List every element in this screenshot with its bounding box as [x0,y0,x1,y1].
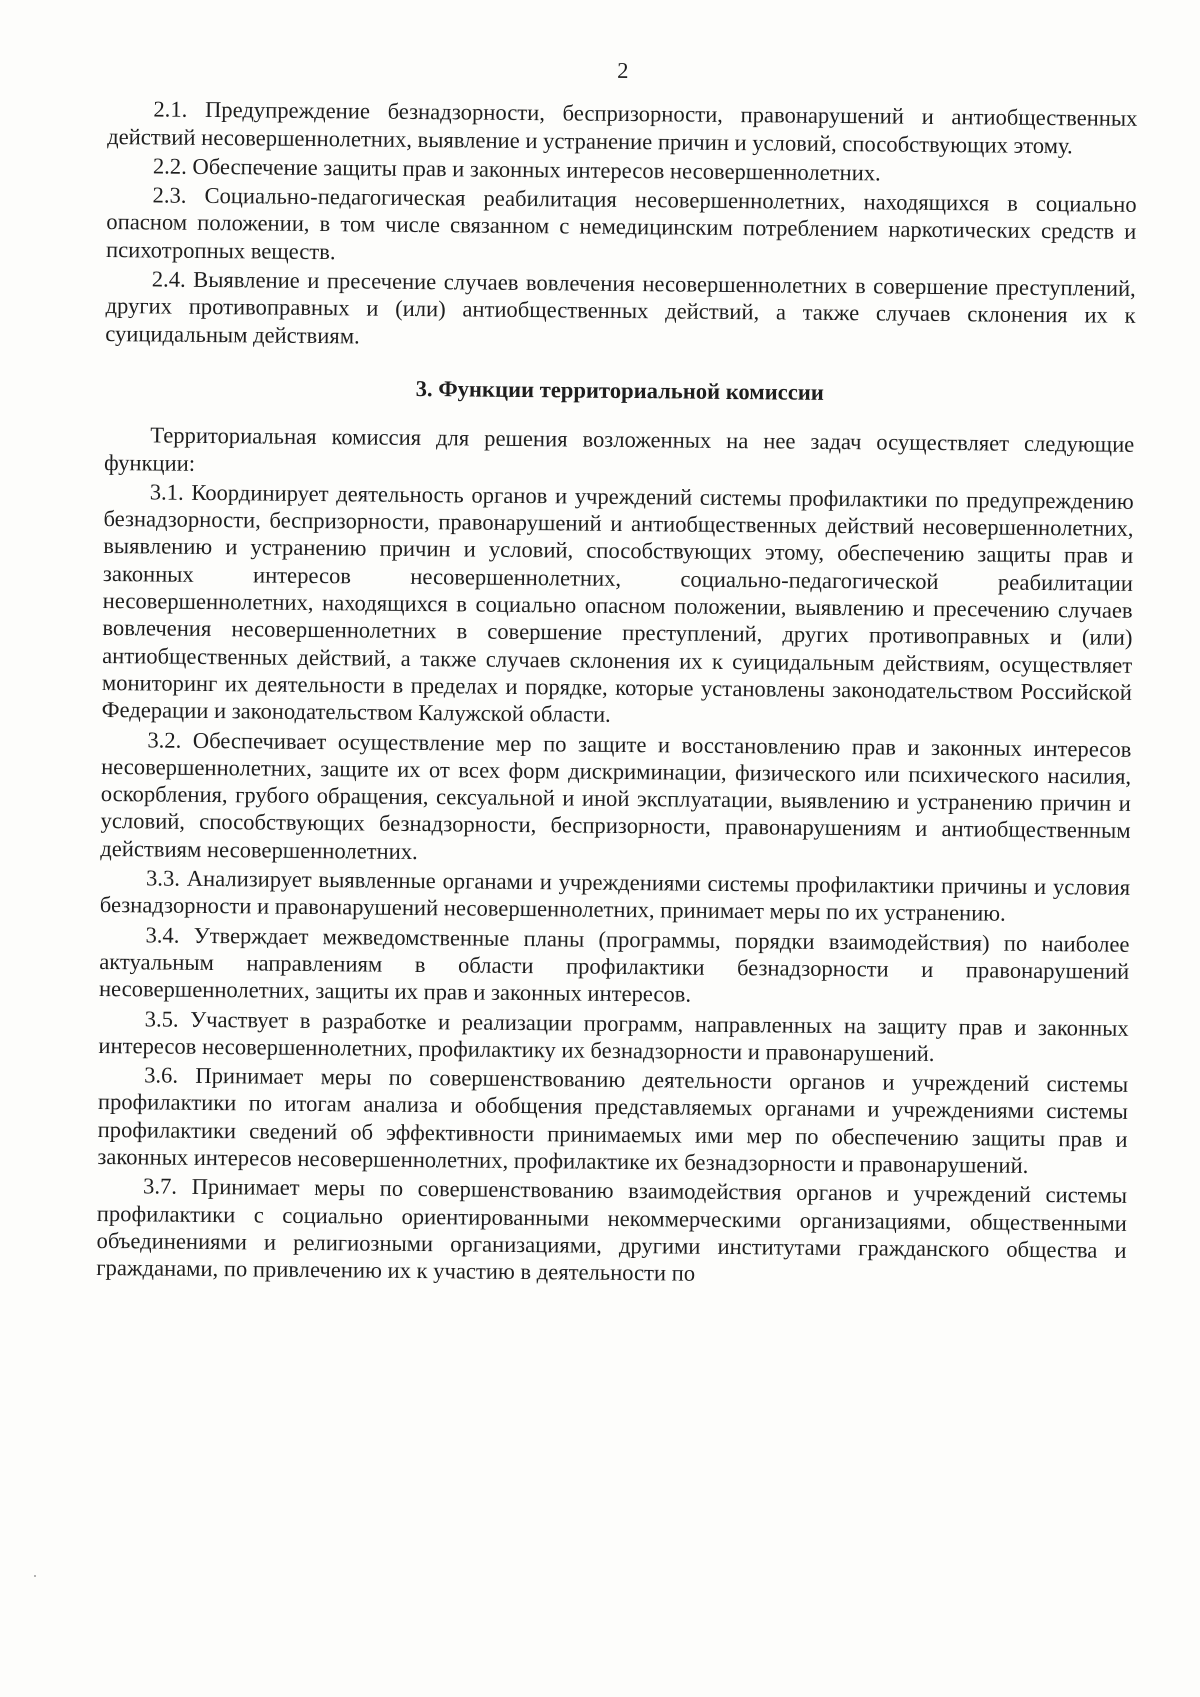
section-3-intro: Территориальная комиссия для решения возложенных на нее задач осуществляет следующие функции: [103,422,1135,476]
section-3-heading: 3. Функции территориальной комиссии [415,375,824,405]
paragraph-2-2: 2.2. Обеспечение защиты прав и законных интересов несовершеннолетних. [152,153,881,186]
document-body [96,52,1138,1293]
paragraph-3-3: 3.3. Анализирует выявленные органами и учреждениями системы профилактики причины и условия безнадзорности и правонарушений несовершеннолетних, принимает меры по их устранению. [99,865,1131,926]
paragraph-3-6: 3.6. Принимает меры по совершенствованию деятельности органов и учреждений системы профилактики по итогам анализа и обобщения представляемых органами и учреждениями системы профилактики сведений об эффективности принимаемых ими мер по обеспечению защиты прав и законных интересов несовершеннолетних, профилактике их безнадзорности и правонарушений. [97,1062,1129,1178]
paragraph-3-7: 3.7. Принимает меры по совершенствованию взаимодействия органов и учреждений системы профилактики с социально ориентированными некоммерческими организациями, общественными объединениями и религиозными организациями, другими институтами гражданского общества и гражданами, по привлечению их к участию в деятельности по [96,1173,1128,1286]
page-number: 2 [617,57,629,83]
paragraph-2-1: 2.1. Предупреждение безнадзорности, беспризорности, правонарушений и антиобщественных действий несовершеннолетних, выявление и устранение причин и условий, способствующих этому. [107,96,1138,158]
paragraph-3-1: 3.1. Координирует деятельность органов и учреждений системы профилактики по предупреждению безнадзорности, беспризорности, правонарушений и антиобщественных действий несовершеннолетних, выявлению и устранению причин и условий, способствующих этому, обеспечению защиты прав и законных интересов несовершеннолетних, социально-педагогической реабилитации несовершеннолетних, находящихся в социально опасном положении, выявлению и пресечению случаев вовлечения несовершеннолетних в совершение преступлений, других противоправных и (или) антиобщественных действий, а также случаев склонения их к суицидальным действиям, осуществляет мониторинг их деятельности в пределах и порядке, которые установлены законодательством Российской Федерации и законодательством Калужской области. [101,479,1134,728]
paragraph-3-5: 3.5. Участвует в разработке и реализации программ, направленных на защиту прав и законных интересов несовершеннолетних, профилактику их безнадзорности и правонарушений. [98,1005,1129,1066]
paragraph-3-2: 3.2. Обеспечивает осуществление мер по защите и восстановлению прав и законных интересов несовершеннолетних, защите их от всех форм дискриминации, физического или психического насилия, оскорбления, грубого обращения, сексуальной и иной эксплуатации, выявлению и устранению причин и условий, способствующих безнадзорности, беспризорности, правонарушениям и антиобщественным действиям несовершеннолетних. [100,726,1132,864]
paragraph-3-4: 3.4. Утверждает межведомственные планы (программы, порядки взаимодействия) по наиболее актуальным направлениям в области профилактики безнадзорности и правонарушений несовершеннолетних, защиты их прав и законных интересов. [98,922,1130,1007]
paragraph-2-4: 2.4. Выявление и пресечение случаев вовлечения несовершеннолетних в совершение преступлений, других противоправных и (или) антиобщественных действий, а также случаев склонения их к суицидальным действиям. [105,266,1136,349]
paragraph-2-3: 2.3. Социально-педагогическая реабилитация несовершеннолетних, находящихся в социально опасном положении, в том числе связанном с немедицинским потреблением наркотических средств и психотропных веществ. [105,182,1137,264]
scan-artifact-dot [34,1575,36,1577]
